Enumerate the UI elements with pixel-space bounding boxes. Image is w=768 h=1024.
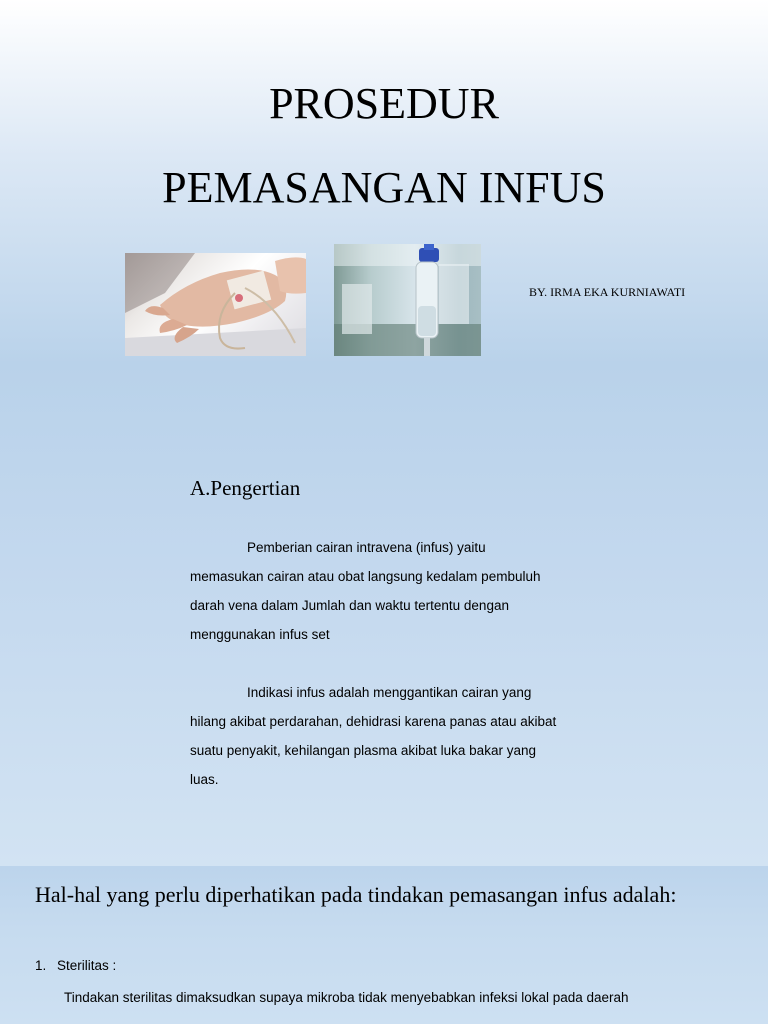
list-item [35,958,116,973]
slide-heading: Hal-hal yang perlu diperhatikan pada tindakan pemasangan infus adalah: [35,882,677,907]
paragraph-line: hilang akibat perdarahan, dehidrasi karena panas atau akibat [190,714,557,729]
list-label: Sterilitas : [57,958,117,973]
paragraph-line: darah vena dalam Jumlah dan waktu tertentu dengan [190,598,509,613]
author-byline: BY. IRMA EKA KURNIAWATI [529,285,686,299]
paragraph-line: Pemberian cairan intravena (infus) yaitu [247,540,486,555]
paragraph-line: memasukan cairan atau obat langsung kedalam pembuluh [190,569,541,584]
list-number: 1. [35,958,47,973]
definition-paragraph [190,533,600,649]
paragraph-line: luas. [190,772,219,787]
paragraph-line: suatu penyakit, kehilangan plasma akibat luka bakar yang [190,743,536,758]
title-line-1: PROSEDUR [269,79,499,128]
list-item-body [64,984,744,1012]
paragraph-line: Indikasi infus adalah menggantikan cairan yang [247,685,532,700]
title-line-2: PEMASANGAN INFUS [162,163,606,212]
indication-paragraph [190,678,600,794]
paragraph-line: menggunakan infus set [190,627,330,642]
list-body-line: Tindakan sterilitas dimaksudkan supaya mikroba tidak menyebabkan infeksi lokal pada daerah [64,990,629,1005]
iv-drip-photo [334,244,481,356]
hand-iv-photo [125,253,306,356]
content-slide [0,866,768,1024]
section-heading: A.Pengertian [190,476,301,500]
